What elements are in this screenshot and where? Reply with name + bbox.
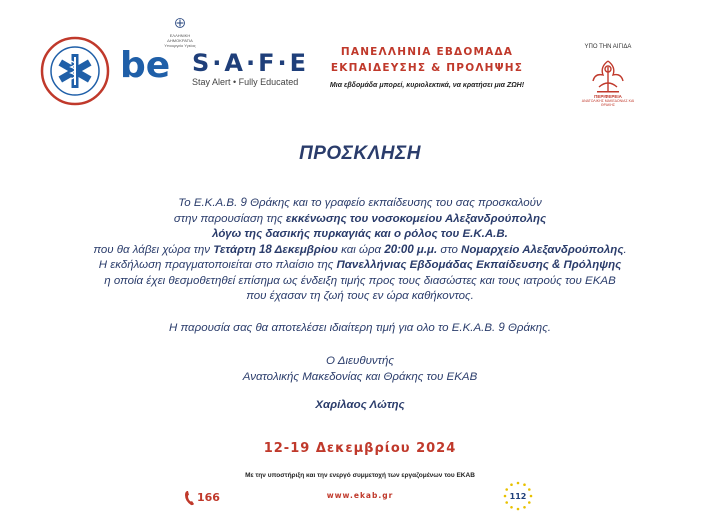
wildfire-role-text: λόγω της δασικής πυρκαγιάς και ο ρόλος του Ε.Κ.Α.Β. [212,228,508,240]
header [0,0,720,120]
signature-role: Ο Διευθυντής [326,355,394,367]
event-time: 20:00 μ.μ. [384,243,438,256]
region-label-2: ΑΝΑΤΟΛΙΚΗΣ ΜΑΚΕΔΟΝΙΑΣ ΚΑΙ ΘΡΑΚΗΣ [581,99,635,107]
website-link[interactable]: www.ekab.gr [326,491,394,500]
body-line-4 [0,243,720,259]
campaign-name-text: Πανελλήνιας Εβδομάδας Εκπαίδευσης & Πρόληψης [336,259,622,271]
page-title: ΠΡΟΣΚΛΗΣΗ [299,143,421,164]
body-line-2 [0,212,720,228]
besafe-tagline: Stay Alert • Fully Educated [192,77,299,87]
under-auspices-label: ΥΠΟ ΤΗΝ ΑΙΓΙΔΑ [584,44,632,50]
region-label-1: ΠΕΡΙΦΕΡΕΙΑ [594,94,622,99]
body-line-5 [0,258,720,274]
body-line-5-a: Η εκδήλωση πραγματοποιείται στο πλαίσιο της [98,259,337,271]
ministry-label: ΕΛΛΗΝΙΚΗ ΔΗΜΟΚΡΑΤΙΑ [167,33,193,43]
eu-112-number: 112 [509,492,527,501]
campaign-line-1: ΠΑΝΕΛΛΗΝΙΑ ΕΒΔΟΜΑΔΑ [340,46,514,58]
event-venue: Νομαρχείο Αλεξανδρούπολης [461,243,624,256]
body-line-7: που έχασαν τη ζωή τους εν ώρα καθήκοντος. [246,290,474,302]
support-line: Με την υποστήριξη και την ενεργό συμμετοχή των εργαζομένων του ΕΚΑΒ [245,472,475,479]
hospital-evacuation-text: εκκένωσης του νοσοκομείου Αλεξανδρούπολης [285,212,547,225]
signature-org: Ανατολικής Μακεδονίας και Θράκης του ΕΚΑΒ [242,371,478,383]
be-mark-text: be [120,45,171,86]
campaign-header [316,44,538,89]
body-line-4-c: και ώρα [337,243,385,256]
body-line-4-e: στο [437,243,462,256]
signature-block [0,353,720,385]
body-line-2-a: στην παρουσίαση της [173,212,286,225]
greek-emblem-icon [175,18,185,28]
region-label [578,95,638,107]
event-date: Τετάρτη 18 Δεκεμβρίου [213,243,338,256]
besafe-logo [120,43,309,93]
campaign-line-2: ΕΚΠΑΙΔΕΥΣΗΣ & ΠΡΟΛΗΨΗΣ [330,62,524,74]
ekab-logo-icon [38,36,112,106]
body-line-1: Το Ε.Κ.Α.Β. 9 Θράκης και το γραφείο εκπαίδευσης του σας προσκαλούν [178,197,542,209]
invitation-body [0,196,720,305]
besafe-word: S·A·F·E [192,49,309,77]
body-line-6: η οποία έχει θεσμοθετηθεί επίσημα ως ένδειξη τιμής προς τους διασώστες και τους ιατρούς του ΕΚΑΒ [104,274,616,287]
body-line-3 [0,227,720,243]
campaign-dates: 12-19 Δεκεμβρίου 2024 [263,441,457,456]
eu-112-icon [502,480,534,512]
ministry-sub: Υπουργείο Υγείας [164,43,196,48]
be-mark-icon [120,43,190,87]
body-line-4-a: που θα λάβει χώρα την [93,243,214,256]
signature-name: Χαρίλαος Λώτης [315,399,405,411]
campaign-subline: Μια εβδομάδα μπορεί, κυριολεκτικά, να κρατήσει μια ΖΩΗ! [329,82,525,89]
hotline-number: 166 [197,491,220,504]
closing-line: Η παρουσία σας θα αποτελέσει ιδιαίτερη τιμή για ολο το Ε.Κ.Α.Β. 9 Θράκης. [169,322,551,334]
body-line-4-g: . [623,243,627,256]
